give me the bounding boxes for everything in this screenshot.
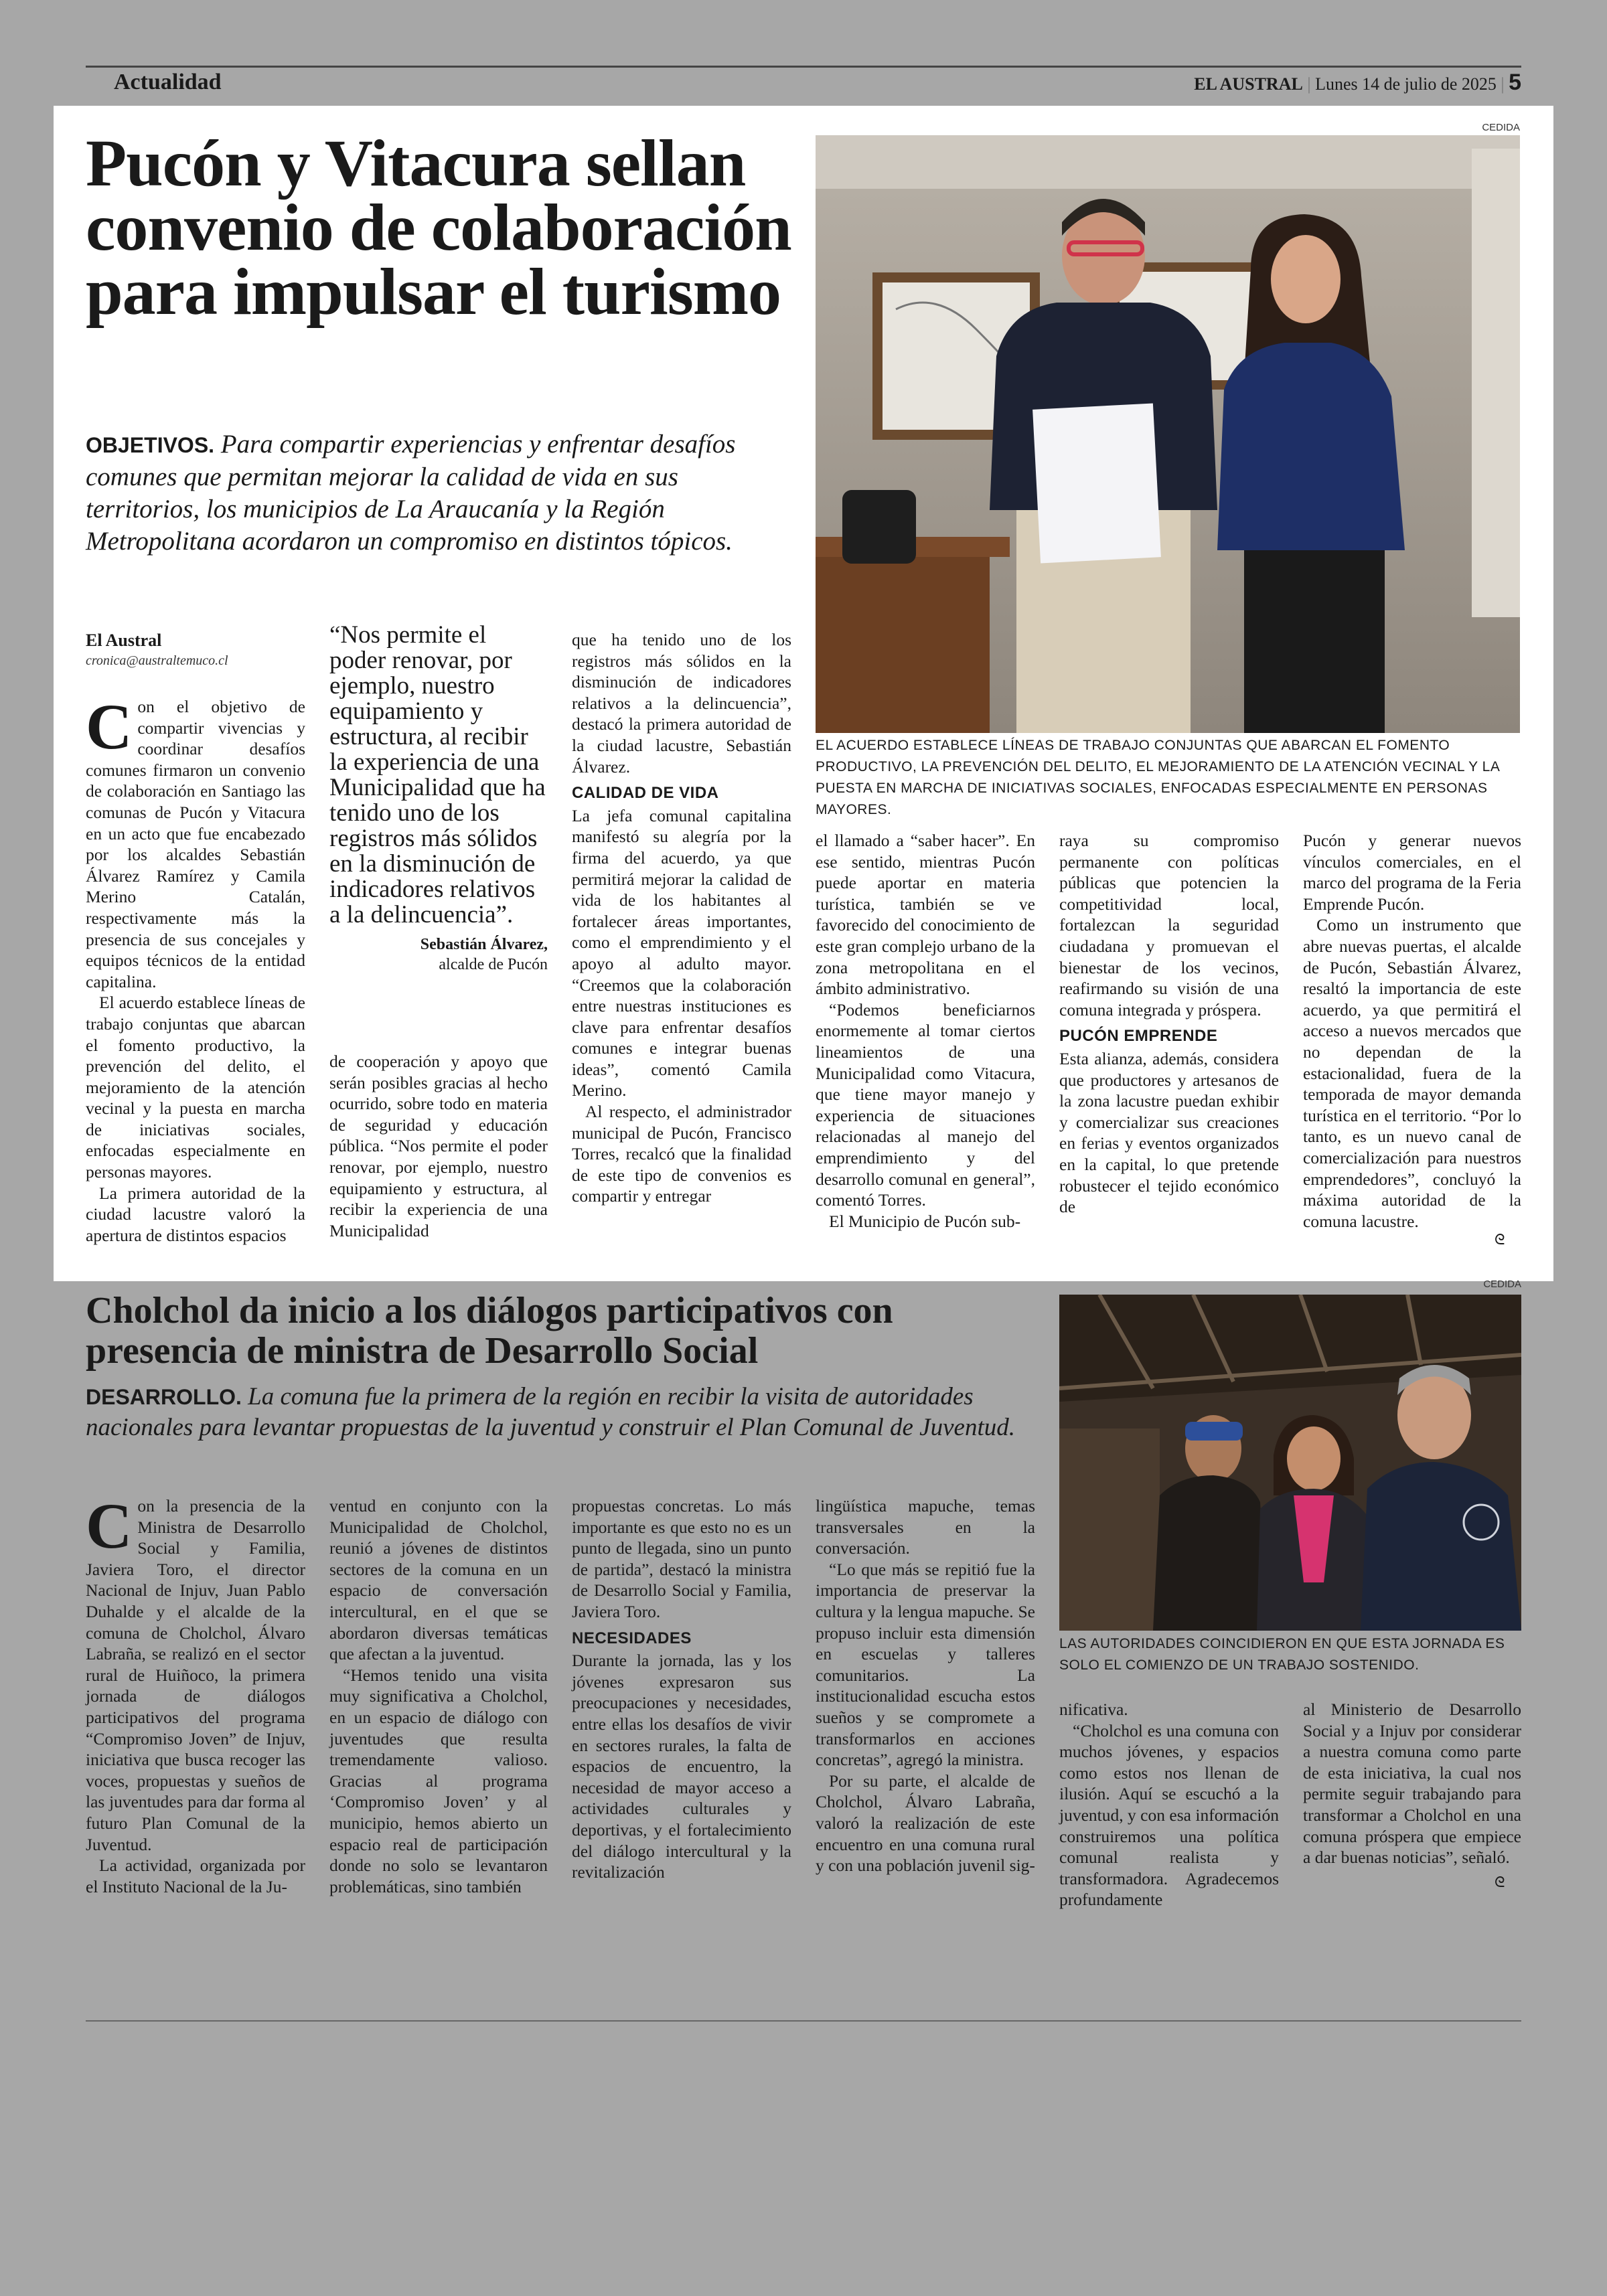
dropcap: C (86, 1490, 133, 1562)
article-2-caption: LAS AUTORIDADES COINCIDIERON EN QUE ESTA JORNADA ES SOLO EL COMIENZO DE UN TRABAJO SOSTENIDO. (1059, 1636, 1505, 1673)
header-rule (86, 66, 1521, 68)
article-1-lead (86, 428, 795, 558)
subhead-calidad-de-vida: CALIDAD DE VIDA (572, 784, 719, 803)
article-1-headline: Pucón y Vitacura sellan convenio de colaboración para impulsar el turismo (86, 126, 791, 329)
dropcap: C (86, 691, 133, 762)
article-1-column-2 (329, 1051, 548, 1241)
paragraph: La jefa comunal capitalina manifestó su alegría por la firma del acuerdo, ya que permitirá mejorar la calidad de vida de los habitantes al fortalecer áreas importantes, como el emprendimiento y el apoyo al adulto mayor. “Creemos que la colaboración entre nuestras instituciones es clave para enfrentar desafíos comunes e integrar buenas ideas”, comentó Camila Merino. (572, 805, 791, 1100)
article-1-byline (86, 631, 300, 671)
paragraph: al Ministerio de Desarrollo Social y a Injuv por considerar a nuestra comuna como parte de esta iniciativa, la cual nos permite seguir trabajando para transformar a Cholchol en una comuna próspera que empiece a dar buenas noticias”, señaló. (1303, 1700, 1521, 1868)
article-1-column-1 (86, 691, 305, 1246)
article-1-column-3 (572, 629, 791, 1207)
article-1-column-5 (1059, 830, 1279, 1218)
paragraph: propuestas concretas. Lo más importante es que esto no es un punto de llegada, sino un punto de partida”, destacó la ministra de Desarrollo Social y Familia, Javiera Toro. (572, 1496, 791, 1621)
page-number: 5 (1509, 70, 1521, 95)
article-2-kicker: DESARROLLO. (86, 1385, 242, 1409)
subhead-pucon-emprende: PUCÓN EMPRENDE (1059, 1027, 1218, 1046)
paragraph: Esta alianza, además, considera que productores y artesanos de la zona lacustre puedan exhibir y comercializar sus creaciones en ferias y eventos organizados en la capital, lo que pretende robustecer el tejido económico de (1059, 1048, 1279, 1217)
article-1-pull-quote (329, 623, 548, 975)
article-1-caption: EL ACUERDO ESTABLECE LÍNEAS DE TRABAJO CONJUNTAS QUE ABARCAN EL FOMENTO PRODUCTIVO, LA PREVENCIÓN DEL DELITO, EL MEJORAMIENTO DE LA ATENCIÓN VECINAL Y LA PUESTA EN MARCHA DE INICIATIVAS SOCIALES, ENFOCADAS ESPECIALMENTE EN PERSONAS MAYORES. (816, 738, 1500, 817)
end-mark-icon: ᘓ (1495, 1874, 1505, 1891)
paragraph: “Podemos beneficiarnos enormemente al tomar ciertos lineamientos de una Municipalidad como Vitacura, que tiene mayor manejo y experiencia de situaciones relacionadas al manejo del emprendimiento y del desarrollo comunal en general”, comentó Torres. (816, 999, 1035, 1210)
paragraph: ventud en conjunto con la Municipalidad de Cholchol, reunió a jóvenes de distintos sectores de la comuna en un espacio de conversación intercultural, en el que se abordaron diversas temáticas que afectan a la juventud. (329, 1496, 548, 1664)
paragraph: Pucón y generar nuevos vínculos comerciales, en el marco del programa de la Feria Emprende Pucón. (1303, 831, 1521, 914)
dialogue-photo-image (1059, 1295, 1521, 1631)
paragraph: Al respecto, el administrador municipal de Pucón, Francisco Torres, recalcó que la finalidad de este tipo de convenios es compartir y entregar (572, 1102, 791, 1206)
paragraph: “Lo que más se repitió fue la importancia de preservar la cultura y la lengua mapuche. Se propuso incluir esta dimensión en escuelas y talleres comunitarios. La institucionalidad escucha estos sueños y se compromete a transformarlos en acciones concretas”, agregó la ministra. (816, 1559, 1035, 1770)
article-2-lead-text: La comuna fue la primera de la región en recibir la visita de autoridades nacionales para levantar propuestas de la juventud y construir el Plan Comunal de Juventud. (86, 1383, 1015, 1441)
article-2-lead (86, 1382, 1023, 1443)
paragraph: “Cholchol es una comuna con muchos jóvenes, y espacios como estos nos llenan de ilusión. Aquí se escuchó a la juventud, y con esa información construiremos una política comunal realista y transformadora. Agradecemos profundamente (1059, 1720, 1279, 1910)
pull-quote-text: “Nos permite el poder renovar, por ejemplo, nuestro equipamiento y estructura, al recibir la experiencia de una Municipalidad que ha tenido uno de los registros más sólidos en la disminución de indicadores relativos a la delincuencia”. (329, 621, 546, 928)
photo-2-credit: CEDIDA (1483, 1279, 1521, 1290)
section-label: Actualidad (114, 70, 222, 94)
article-2-column-2 (329, 1495, 548, 1897)
paragraph: Por su parte, el alcalde de Cholchol, Álvaro Labraña, valoró la realización de este encuentro en una comuna rural y con una población juvenil sig- (816, 1771, 1035, 1876)
paragraph: El acuerdo establece líneas de trabajo conjuntas que abarcan el fomento productivo, la prevención del delito, el mejoramiento de la atención vecinal y la puesta en marcha de iniciativas sociales, enfocadas especialmente en personas mayores. (86, 993, 305, 1182)
article-2-column-6 (1303, 1699, 1521, 1868)
publication-date: Lunes 14 de julio de 2025 (1315, 74, 1497, 94)
article-2-column-4 (816, 1495, 1035, 1876)
paragraph: nificativa. (1059, 1700, 1128, 1719)
author-email: cronica@australtemuco.cl (86, 653, 228, 668)
article-2-column-5 (1059, 1699, 1279, 1910)
subhead-necesidades: NECESIDADES (572, 1629, 692, 1647)
paragraph: on el objetivo de compartir vivencias y coordinar desafíos comunes firmaron un convenio de colaboración en Santiago las comunas de Pucón y Vitacura en un acto que fue encabezado por los alcaldes Sebastián Álvarez Ramírez y Camila Merino Catalán, respectivamente más la presencia de sus concejales y equipos técnicos de la entidad capitalina. (86, 697, 305, 991)
paragraph: La primera autoridad de la ciudad lacustre valoró la apertura de distintos espacios (86, 1183, 305, 1245)
paragraph: “Hemos tenido una visita muy significativa a Cholchol, en un espacio de diálogo con juventudes que resulta tremendamente valioso. Gracias al programa ‘Compromiso Joven’ y al municipio, hemos abierto un espacio real de participación donde no solo se levantaron problemáticas, sino también (329, 1665, 548, 1896)
paragraph: de cooperación y apoyo que serán posibles gracias al hecho ocurrido, sobre todo en materia de seguridad y educación pública. “Nos permite el poder renovar, por ejemplo, nuestro equipamiento y estructura, al recibir la experiencia de una Municipalidad (329, 1052, 548, 1240)
article-1-lead-text: Para compartir experiencias y enfrentar desafíos comunes que permitan mejorar la calidad de vida en sus territorios, los municipios de La Araucanía y la Región Metropolitana acordaron un compromiso en distintos tópicos. (86, 430, 736, 556)
article-1-kicker: OBJETIVOS. (86, 433, 215, 457)
paragraph: el llamado a “saber hacer”. En ese sentido, mientras Pucón puede aportar en materia turística, también se ve favorecido del conocimiento de este gran complejo urbano de la zona metropolitana en el ámbito administrativo. (816, 831, 1035, 999)
article-2-headline: Cholchol da inicio a los diálogos participativos con presencia de ministra de Desarrollo Social (86, 1290, 893, 1372)
author-name: El Austral (86, 631, 162, 650)
paragraph: Durante la jornada, las y los jóvenes expresaron sus preocupaciones y necesidades, entre ellas los desafíos de vivir en sectores rurales, la falta de espacios de encuentro, la necesidad de mayor acceso a actividades culturales y deportivas, y el fortalecimiento del diálogo intercultural y la revitalización (572, 1651, 791, 1882)
footer-rule (86, 2020, 1521, 2022)
paragraph: Como un instrumento que abre nuevas puertas, el alcalde de Pucón, Sebastián Álvarez, resaltó la importancia de este acuerdo, ya que permitirá el acceso a nuevos mercados que no dependan de la estacionalidad, fuera de la temporada de mayor demanda turística en el territorio. “Por lo tanto, es un nuevo canal de comercialización para nuestros emprendedores”, concluyó la máxima autoridad de la comuna lacustre. (1303, 915, 1521, 1231)
article-1-column-4 (816, 830, 1035, 1232)
paragraph: on la presencia de la Ministra de Desarrollo Social y Familia, Javiera Toro, el director Nacional de Injuv, Juan Pablo Duhalde y el alcalde de la comuna de Cholchol, Álvaro Labraña, se realizó en el sector rural de Huiñoco, la primera jornada de diálogos participativos del programa “Compromiso Joven” de Injuv, iniciativa que busca recoger las voces, propuestas y sueños de las juventudes para dar forma al futuro Plan Comunal de la Juventud. (86, 1496, 305, 1854)
article-2-column-3 (572, 1495, 791, 1883)
pull-quote-author: Sebastián Álvarez, (420, 936, 548, 953)
article-2-photo (1059, 1295, 1521, 1631)
publication-name: EL AUSTRAL (1194, 74, 1303, 94)
signing-photo-image (816, 135, 1520, 733)
paragraph: lingüística mapuche, temas transversales en la conversación. (816, 1496, 1035, 1558)
paragraph: La actividad, organizada por el Instituto Nacional de la Ju- (86, 1856, 305, 1896)
folio: EL AUSTRAL | Lunes 14 de julio de 2025 | 5 (1194, 70, 1521, 95)
photo-1-credit: CEDIDA (1482, 122, 1520, 133)
paragraph: El Municipio de Pucón sub- (829, 1211, 1021, 1231)
article-1-column-6 (1303, 830, 1521, 1232)
article-2-column-1 (86, 1490, 305, 1897)
pull-quote-role: alcalde de Pucón (439, 956, 548, 973)
article-1-photo (816, 135, 1520, 733)
paragraph: raya su compromiso permanente con políticas públicas que potencien la competitividad local, fortalezcan la seguridad ciudadana y promuevan el bienestar de los vecinos, reafirmando su visión de una comuna integrada y próspera. (1059, 831, 1279, 1019)
paragraph: que ha tenido uno de los registros más sólidos en la disminución de indicadores relativos a la delincuencia”, destacó la primera autoridad de la ciudad lacustre, Sebastián Álvarez. (572, 630, 791, 776)
end-mark-icon: ᘓ (1495, 1232, 1505, 1248)
